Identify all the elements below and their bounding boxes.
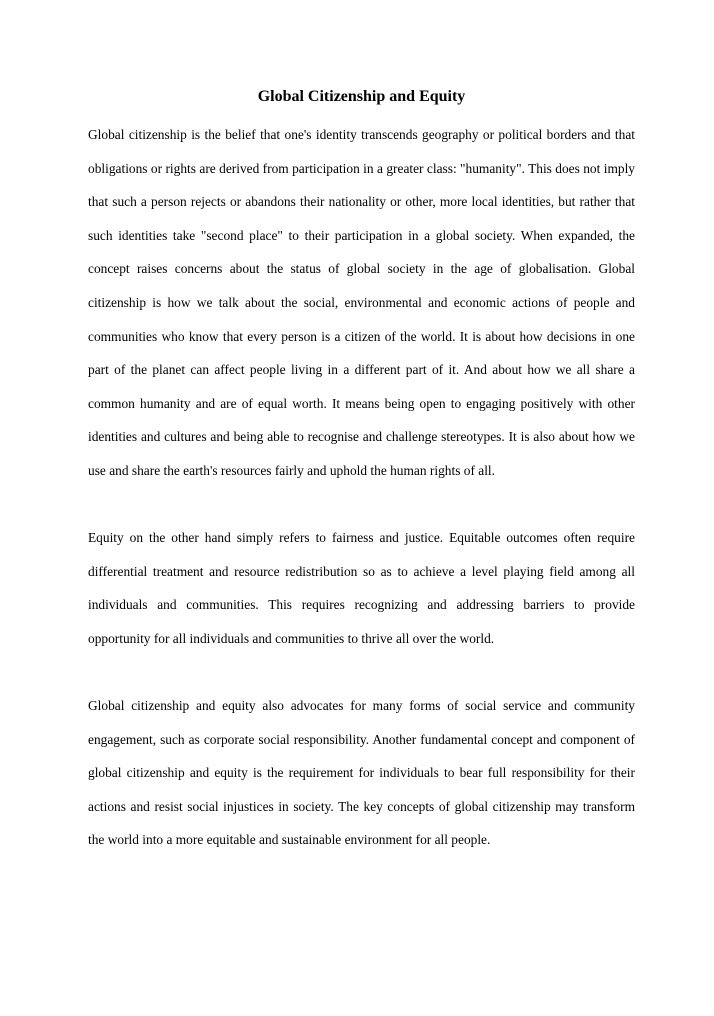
document-title: Global Citizenship and Equity [257,88,466,105]
document-body [88,86,635,857]
paragraph-global-citizenship-and-equity: Global citizenship and equity also advocates for many forms of social service and community engagement, such as corporate social responsibility. Another fundamental concept and component of global citizenship and equity is the requirement for individuals to bear full responsibility for their actions and resist social injustices in society. The key concepts of global citizenship may transform the world into a more equitable and sustainable environment for all people. [88,698,635,848]
paragraph-equity: Equity on the other hand simply refers to fairness and justice. Equitable outcomes often require differential treatment and resource redistribution so as to achieve a level playing field among all individuals and communities. This requires recognizing and addressing barriers to provide opportunity for all individuals and communities to thrive all over the world. [88,530,635,646]
paragraph-global-citizenship: Global citizenship is the belief that one's identity transcends geography or political borders and that obligations or rights are derived from participation in a greater class: "humanity". This does not imply that such a person rejects or abandons their nationality or other, more local identities, but rather that such identities take "second place" to their participation in a global society. When expanded, the concept raises concerns about the status of global society in the age of globalisation. Global citizenship is how we talk about the social, environmental and economic actions of people and communities who know that every person is a citizen of the world. It is about how decisions in one part of the planet can affect people living in a different part of it. And about how we all share a common humanity and are of equal worth. It means being open to engaging positively with other identities and cultures and being able to recognise and challenge stereotypes. It is also about how we use and share the earth's resources fairly and uphold the human rights of all. [88,127,635,478]
